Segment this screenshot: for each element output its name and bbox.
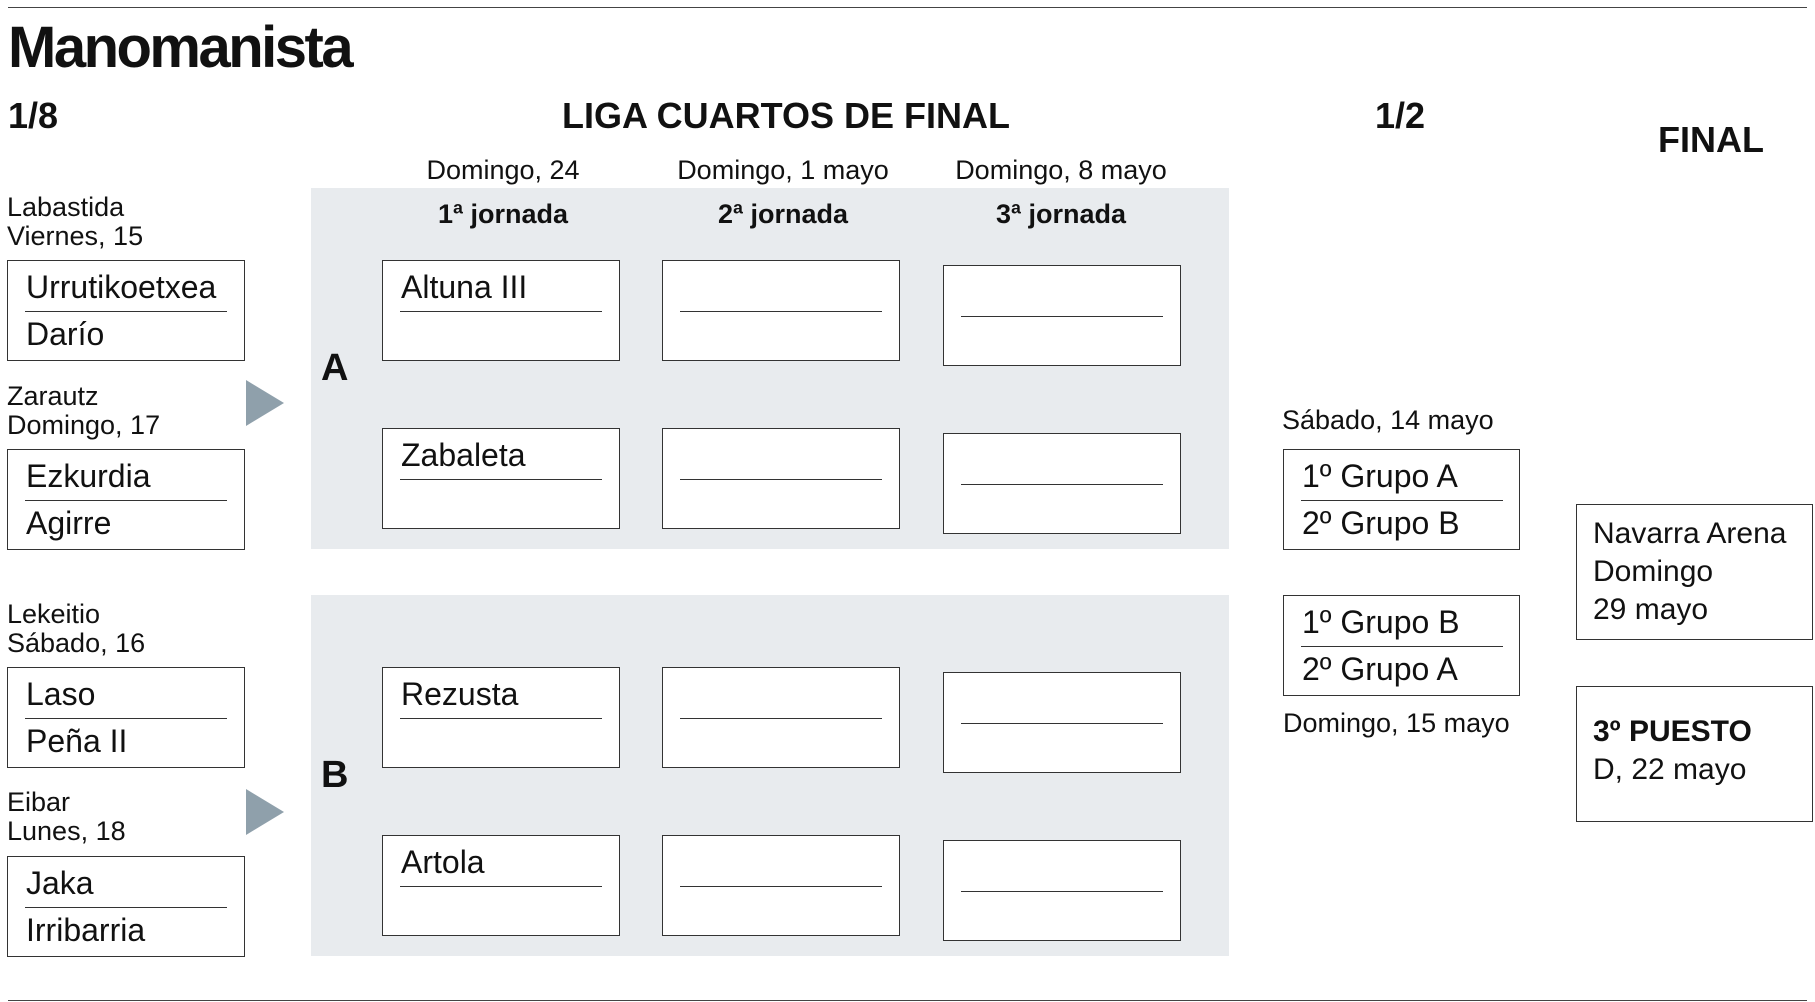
octavo-1-box [7,260,245,361]
octavo-4-divider [25,907,227,908]
semi-2-box [1283,595,1520,696]
group-b-r3-match-2 [943,840,1181,941]
round-1-date: Domingo, 24 [426,155,580,185]
match-divider [961,723,1163,724]
semi-2-slot-2: 2º Grupo A [1302,651,1458,687]
arrow-to-group-a-icon [246,380,284,426]
octavo-2-divider [25,500,227,501]
round-2-date: Domingo, 1 mayo [677,155,889,185]
octavo-4-player-2: Irribarria [26,912,146,948]
match-divider [680,718,882,719]
octavo-1-venue: Labastida [7,192,125,222]
semis-date-bottom: Domingo, 15 mayo [1283,708,1510,738]
match-divider [961,891,1163,892]
match-divider [680,886,882,887]
octavo-2-player-1: Ezkurdia [26,458,151,494]
octavo-1-divider [25,311,227,312]
octavo-2-player-2: Agirre [26,505,112,541]
octavo-2-box [7,449,245,550]
octavo-2-date: Domingo, 17 [7,410,161,440]
group-b-r3-match-1 [943,672,1181,773]
third-place-box [1576,686,1813,822]
octavo-1-date: Viernes, 15 [7,221,144,251]
group-a-r1-match-2 [382,428,620,529]
octavo-3-divider [25,718,227,719]
semi-1-box [1283,449,1520,550]
match-divider [400,311,602,312]
group-b-r1-match-1 [382,667,620,768]
header-final: FINAL [1658,119,1764,160]
octavo-3-player-1: Laso [26,676,96,712]
octavo-1-player-1: Urrutikoetxea [26,269,217,305]
match-divider [961,316,1163,317]
final-box [1576,504,1813,640]
third-place-title: 3º PUESTO [1593,715,1752,748]
round-3-date: Domingo, 8 mayo [955,155,1167,185]
semi-1-slot-1: 1º Grupo A [1302,458,1458,494]
octavo-2-venue: Zarautz [7,381,99,411]
group-a-r2-match-1 [662,260,900,361]
semis-date-top: Sábado, 14 mayo [1282,405,1494,435]
group-a-r3-match-2 [943,433,1181,534]
octavo-1-player-2: Darío [26,316,105,352]
octavo-4-venue: Eibar [7,787,71,817]
octavo-4-date: Lunes, 18 [7,816,126,846]
octavo-3-venue: Lekeitio [7,599,101,629]
semi-1-divider [1301,500,1503,501]
semi-2-divider [1301,646,1503,647]
octavo-4-box [7,856,245,957]
semi-1-slot-2: 2º Grupo B [1302,505,1460,541]
header-semis: 1/2 [1375,95,1426,136]
group-b-r2-match-2 [662,835,900,936]
round-2-label: 2ª jornada [717,199,849,229]
octavo-3-date: Sábado, 16 [7,628,146,658]
round-3-label: 3ª jornada [995,199,1127,229]
page-title: Manomanista [8,15,352,80]
octavo-3-player-2: Peña II [26,723,128,759]
group-a-letter: A [321,347,349,389]
semi-2-slot-1: 1º Grupo B [1302,604,1460,640]
match-divider [680,311,882,312]
group-b-seed-2: Artola [401,844,485,880]
group-b-r1-match-2 [382,835,620,936]
third-place-date: D, 22 mayo [1593,753,1747,786]
bottom-rule [8,1000,1807,1001]
header-liga: LIGA CUARTOS DE FINAL [562,95,1010,136]
group-a-seed-1: Altuna III [401,269,528,305]
group-b-letter: B [321,754,349,796]
group-a-seed-2: Zabaleta [401,437,526,473]
round-1-label: 1ª jornada [437,199,569,229]
group-a-r2-match-2 [662,428,900,529]
match-divider [400,479,602,480]
final-venue: Navarra Arena [1593,517,1787,550]
group-b-r2-match-1 [662,667,900,768]
group-b-seed-1: Rezusta [401,676,519,712]
arrow-to-group-b-icon [246,789,284,835]
final-date: 29 mayo [1593,593,1709,626]
match-divider [680,479,882,480]
octavo-4-player-1: Jaka [26,865,94,901]
match-divider [961,484,1163,485]
octavo-3-box [7,667,245,768]
final-day: Domingo [1593,555,1714,588]
group-a-r1-match-1 [382,260,620,361]
match-divider [400,718,602,719]
header-octavos: 1/8 [8,95,59,136]
match-divider [400,886,602,887]
group-a-r3-match-1 [943,265,1181,366]
